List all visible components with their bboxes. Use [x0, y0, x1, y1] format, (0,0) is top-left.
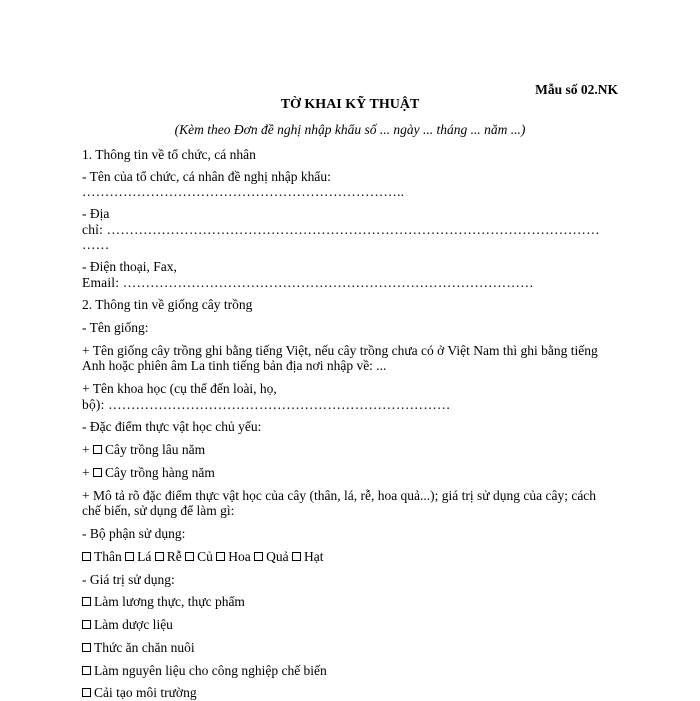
use-label: Thức ăn chăn nuôi: [94, 640, 195, 655]
part-label: Lá: [137, 549, 152, 564]
use-label: Cải tạo môi trường: [94, 685, 197, 700]
use-option: [82, 640, 195, 656]
perennial-option: + Cây trồng lâu năm: [82, 442, 206, 457]
org-name-label: - Tên của tổ chức, cá nhân đề nghị nhập khẩu:: [82, 169, 331, 184]
document-subtitle: (Kèm theo Đơn đề nghị nhập khẩu số ... ngày ... tháng ... năm ...): [174, 122, 526, 137]
use-checkbox[interactable]: [82, 666, 91, 675]
use-checkbox[interactable]: [82, 597, 91, 606]
sci-name-line-2: bộ): …………………………………………………………………: [82, 397, 451, 412]
email-label: Email: ………………………………………………………………………………: [82, 275, 534, 290]
part-checkbox[interactable]: [216, 552, 225, 561]
part-label: Củ: [197, 549, 213, 564]
vn-name-line-1: + Tên giống cây trồng ghi bằng tiếng Việt, nếu cây trồng chưa có ở Việt Nam thì ghi bằng tiếng: [82, 343, 598, 358]
variety-name-label: - Tên giống:: [82, 320, 149, 335]
botanical-label: - Đặc điểm thực vật học chủ yếu:: [82, 419, 262, 434]
section2-heading: 2. Thông tin về giống cây trồng: [82, 297, 253, 312]
part-label: Hạt: [304, 549, 324, 564]
use-option: [82, 617, 173, 633]
parts-label: - Bộ phận sử dụng:: [82, 526, 186, 541]
annual-checkbox[interactable]: [93, 468, 102, 477]
part-label: Rễ: [166, 549, 182, 564]
use-checkbox[interactable]: [82, 688, 91, 697]
part-checkbox[interactable]: [82, 552, 91, 561]
perennial-label: Cây trồng lâu năm: [105, 442, 206, 457]
part-label: Quả: [266, 549, 289, 564]
section1-heading: 1. Thông tin về tổ chức, cá nhân: [82, 147, 256, 162]
sci-name-line-1: + Tên khoa học (cụ thể đến loài, họ,: [82, 381, 277, 396]
describe-line-2: chế biến, sử dụng để làm gì:: [82, 503, 235, 518]
address-label-2: chỉ: ………………………………………………………………………………………………: [82, 222, 600, 237]
form-number: Mẫu số 02.NK: [535, 82, 618, 97]
part-checkbox[interactable]: [254, 552, 263, 561]
annual-option: + Cây trồng hàng năm: [82, 465, 215, 480]
document-title: TỜ KHAI KỸ THUẬT: [280, 97, 420, 112]
use-option: [82, 685, 197, 701]
use-option: [82, 663, 327, 679]
part-checkbox[interactable]: [155, 552, 164, 561]
perennial-checkbox[interactable]: [93, 445, 102, 454]
use-value-label: - Giá trị sử dụng:: [82, 572, 175, 587]
use-option: [82, 594, 245, 610]
part-checkbox[interactable]: [185, 552, 194, 561]
part-label: Hoa: [228, 549, 251, 564]
org-name-dots: ……………………………………………………………..: [82, 184, 405, 199]
phone-fax-label: - Điện thoại, Fax,: [82, 259, 177, 274]
vn-name-line-2: Anh hoặc phiên âm La tinh tiếng bản địa nơi nhập về: ...: [82, 358, 387, 373]
part-checkbox[interactable]: [292, 552, 301, 561]
parts-options: [82, 549, 324, 565]
describe-line-1: + Mô tả rõ đặc điểm thực vật học của cây (thân, lá, rễ, hoa quả...); giá trị sử dụng của cây; cách: [82, 488, 597, 503]
use-checkbox[interactable]: [82, 620, 91, 629]
use-label: Làm dược liệu: [94, 617, 173, 632]
address-label-1: - Địa: [82, 206, 110, 221]
use-checkbox[interactable]: [82, 643, 91, 652]
use-label: Làm nguyên liệu cho công nghiệp chế biến: [94, 663, 327, 678]
use-label: Làm lương thực, thực phẩm: [94, 594, 245, 609]
part-checkbox[interactable]: [125, 552, 134, 561]
part-label: Thân: [94, 549, 122, 564]
address-dots: ……: [82, 237, 110, 252]
annual-label: Cây trồng hàng năm: [105, 465, 215, 480]
